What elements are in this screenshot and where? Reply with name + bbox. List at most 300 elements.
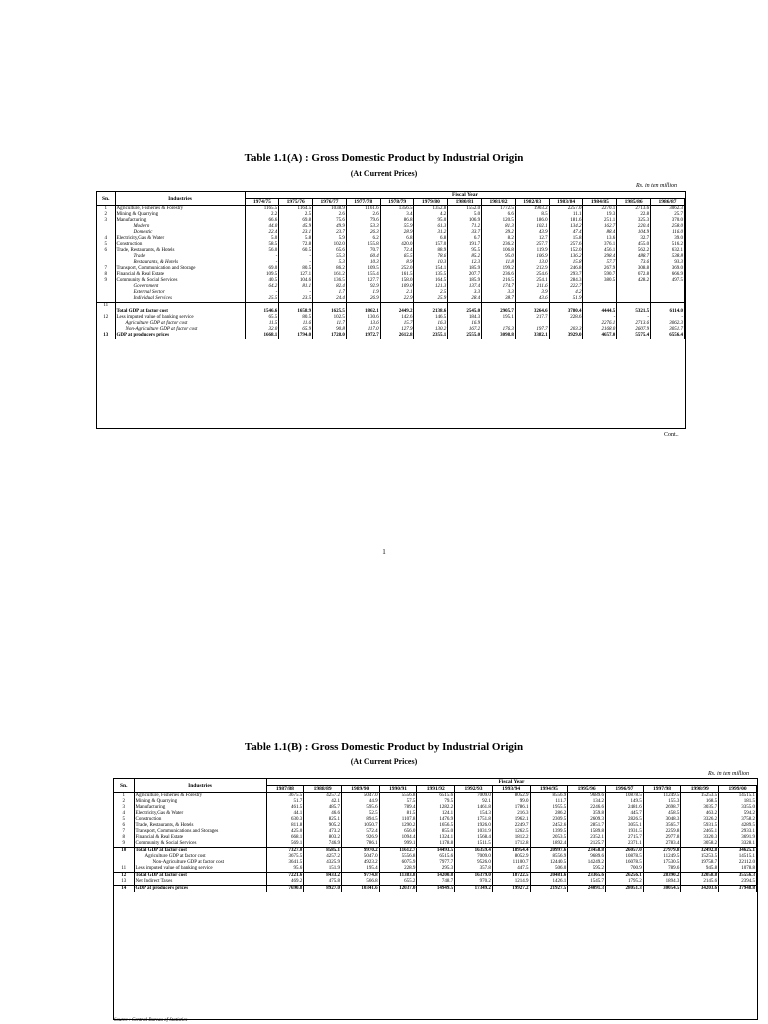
cell-value: 55.9 — [380, 224, 414, 230]
row-sn: 9 — [114, 841, 134, 847]
cell-value: 254.1 — [515, 278, 549, 284]
cell-value: 30054.5 — [643, 886, 681, 893]
cell-value: 16359.4 — [455, 848, 493, 854]
cell-value: 786.1 — [341, 841, 379, 847]
cell-value: 92.9 — [346, 284, 380, 290]
cell-value: 119.9 — [515, 248, 549, 254]
cell-value: 4.2 — [549, 290, 583, 296]
cell-value: 5.3 — [313, 260, 347, 266]
year-header: 1994/95 — [530, 786, 568, 793]
cell-value: 1568.4 — [455, 835, 493, 841]
cell-value: 3.9 — [515, 290, 549, 296]
cell-value: 258.0 — [651, 224, 685, 230]
row-sn: 6 — [97, 248, 115, 254]
cell-value: 109.0 — [380, 284, 414, 290]
cell-value: 425.0 — [266, 829, 304, 835]
cell-value: 7327.0 — [266, 848, 304, 854]
cell-value: 1511.5 — [455, 841, 493, 847]
cell-value: 455.0 — [617, 242, 651, 248]
cell-value: 19927.2 — [492, 886, 530, 893]
cell-value: 700.9 — [605, 866, 643, 872]
cell-value: 53.3 — [346, 224, 380, 230]
cell-value: 88.9 — [414, 248, 448, 254]
cell-value: 630.3 — [266, 817, 304, 823]
row-sn: 11 — [97, 303, 115, 310]
cell-value: 2713.6 — [617, 206, 651, 213]
row-sn: 8 — [97, 272, 115, 278]
cell-value: 73.6 — [617, 260, 651, 266]
cell-value: 4257.2 — [304, 854, 342, 860]
cell-value: 211.6 — [515, 284, 549, 290]
cell-value: 236.6 — [482, 272, 516, 278]
cell-value: 5.0 — [245, 236, 279, 242]
cell-value: 25.5 — [245, 296, 279, 302]
row-label: Manufacturing — [134, 805, 266, 811]
cell-value: 506.0 — [530, 866, 568, 872]
row-label: Transport, Communications and Storages — [134, 829, 266, 835]
cell-value: 216.3 — [492, 811, 530, 817]
cell-value: 23458.8 — [568, 848, 606, 854]
cell-value: 11249.5 — [643, 793, 681, 800]
cell-value: 199.2 — [482, 266, 516, 272]
cell-value: 11.7 — [313, 321, 347, 327]
cell-value: 10878.5 — [605, 854, 643, 860]
year-header: 1987/88 — [266, 786, 304, 793]
cell-value: 11.1 — [549, 212, 583, 218]
cell-value: 1955.5 — [530, 805, 568, 811]
cell-value: 43.9 — [515, 230, 549, 236]
cell-value: 463.2 — [681, 811, 719, 817]
cell-value: 10.3 — [414, 260, 448, 266]
cell-value: 1625.5 — [313, 309, 347, 315]
cell-value: 152.0 — [549, 248, 583, 254]
cell-value: 475.8 — [304, 879, 342, 885]
cell-value: 106.8 — [482, 248, 516, 254]
cell-value: 5931.5 — [681, 823, 719, 829]
cell-value: 251.1 — [583, 218, 617, 224]
cell-value: 2612.8 — [380, 333, 414, 339]
cell-value: - — [279, 260, 313, 266]
cell-value: 246.8 — [549, 266, 583, 272]
cell-value: 45.9 — [279, 224, 313, 230]
cell-value: 25.9 — [414, 296, 448, 302]
row-sn: 2 — [114, 799, 134, 805]
cell-value: 3326.2 — [681, 817, 719, 823]
table-b-fiscal-header: Fiscal Year — [498, 779, 525, 785]
row-sn: 12 — [97, 315, 115, 321]
cell-value: 855.0 — [417, 829, 455, 835]
cell-value: 668.1 — [266, 835, 304, 841]
cell-value: 497.5 — [651, 278, 685, 284]
cell-value: 3048.3 — [643, 817, 681, 823]
cell-value: 17349.2 — [455, 886, 493, 893]
cell-value: 445.7 — [605, 811, 643, 817]
year-header: 1997/98 — [643, 786, 681, 793]
cell-value: 13.0 — [515, 260, 549, 266]
table-a-subtitle: (At Current Prices) — [350, 169, 418, 178]
cell-value: 473.2 — [304, 829, 342, 835]
cell-value: 4.2 — [414, 212, 448, 218]
cell-value: 1161.6 — [346, 206, 380, 213]
cell-value: 999.1 — [379, 841, 417, 847]
cell-value: 2465.1 — [681, 829, 719, 835]
cell-value: 154.3 — [455, 811, 493, 817]
row-label: Less imputed value of banking service — [134, 866, 266, 872]
cell-value: 254.6 — [515, 272, 549, 278]
cell-value: 1031.9 — [455, 829, 493, 835]
cell-value: 88.4 — [583, 230, 617, 236]
cell-value: 8.5 — [515, 212, 549, 218]
cell-value: 1862.1 — [346, 309, 380, 315]
cell-value: 3691.9 — [719, 835, 757, 841]
cell-value: 60.4 — [346, 254, 380, 260]
cell-value: 1894.3 — [643, 879, 681, 885]
row-label: Mining & Quarrying — [115, 212, 245, 218]
cell-value: 95.0 — [414, 218, 448, 224]
cell-value: 926.9 — [341, 835, 379, 841]
cell-value: 2545.0 — [448, 309, 482, 315]
cell-value: 39.0 — [651, 236, 685, 242]
table-b-title: Table 1.1(B) : Gross Domestic Product by Industrial Origin — [244, 741, 524, 753]
cell-value: 420.0 — [380, 242, 414, 248]
row-label: GDP at producers prices — [134, 886, 266, 893]
cell-value: - — [245, 254, 279, 260]
cell-value: 3055.1 — [605, 823, 643, 829]
year-header: 1991/92 — [417, 786, 455, 793]
cell-value: 4289.5 — [719, 823, 757, 829]
cell-value: 75.6 — [313, 218, 347, 224]
cell-value: 7690.8 — [266, 886, 304, 893]
row-sn: 3 — [114, 805, 134, 811]
cell-value: 2607.9 — [617, 327, 651, 333]
table-a-industries-header: Industries — [115, 192, 245, 206]
cell-value: 26.3 — [346, 230, 380, 236]
cell-value: 945.8 — [681, 866, 719, 872]
cell-value: 162.7 — [583, 224, 617, 230]
cell-value: 6.6 — [482, 212, 516, 218]
cell-value: 1107.8 — [379, 817, 417, 823]
cell-value: 6114.0 — [651, 309, 685, 315]
cell-value: 164.5 — [414, 278, 448, 284]
cell-value: 11.5 — [245, 321, 279, 327]
cell-value: 7977.7 — [417, 860, 455, 866]
cell-value: 181.5 — [719, 799, 757, 805]
cell-value: 32058.8 — [681, 873, 719, 880]
cell-value: 47.4 — [549, 230, 583, 236]
cell-value: 134.2 — [568, 799, 606, 805]
cell-value: 39.2 — [482, 230, 516, 236]
year-header: 1986/87 — [651, 199, 685, 206]
cell-value: 95.0 — [482, 254, 516, 260]
cell-value: 6515.6 — [417, 854, 455, 860]
cell-value: 2452.6 — [530, 823, 568, 829]
table-b-subtitle: (At Current Prices) — [350, 757, 418, 766]
cell-value: 7009.0 — [455, 854, 493, 860]
table-b-sn-header: Sn. — [114, 779, 134, 793]
cell-value: 15.7 — [380, 321, 414, 327]
cell-value: 40.5 — [245, 278, 279, 284]
cell-value: 666.9 — [651, 272, 685, 278]
row-sn: 5 — [114, 817, 134, 823]
year-header: 1988/89 — [304, 786, 342, 793]
year-header: 1984/85 — [583, 199, 617, 206]
cell-value: 44.9 — [341, 799, 379, 805]
cell-value: 26.9 — [346, 296, 380, 302]
cell-value: 46.6 — [304, 811, 342, 817]
cell-value: 127.1 — [279, 272, 313, 278]
cell-value: 86.8 — [380, 218, 414, 224]
row-label: Transport, Communication and Storage — [115, 266, 245, 272]
cell-value: 3.4 — [380, 212, 414, 218]
cell-value: 488.7 — [617, 254, 651, 260]
row-label: Trade, Restaurants, & Hotels — [115, 248, 245, 254]
cell-value: 25.7 — [651, 212, 685, 218]
cell-value: 357.8 — [455, 866, 493, 872]
cell-value: 44.0 — [245, 224, 279, 230]
year-header: 1979/80 — [414, 199, 448, 206]
cell-value: - — [583, 315, 617, 321]
cell-value: 3035.7 — [681, 805, 719, 811]
table-b-units: Rs. in ten million — [708, 771, 749, 777]
cell-value: 116.0 — [651, 230, 685, 236]
cell-value: 461.5 — [266, 805, 304, 811]
row-label: Mining & Quarrying — [134, 799, 266, 805]
cell-value: 109.5 — [245, 272, 279, 278]
cell-value: 2449.2 — [380, 309, 414, 315]
row-sn: 1 — [97, 206, 115, 213]
cell-value: 72.4 — [380, 248, 414, 254]
cell-value: 3062.3 — [651, 321, 685, 327]
year-header: 1980/81 — [448, 199, 482, 206]
cell-value: 33.7 — [448, 230, 482, 236]
cell-value: 43.6 — [515, 296, 549, 302]
cell-value: 81.1 — [279, 284, 313, 290]
cell-value: 1.9 — [346, 290, 380, 296]
cell-value: 8433.2 — [304, 873, 342, 880]
cell-value: 3355.0 — [719, 805, 757, 811]
table-a-title: Table 1.1(A) : Gross Domestic Product by Industrial Origin — [244, 152, 524, 164]
row-label: Electricity,Gas & Water — [134, 811, 266, 817]
cell-value: 236.2 — [482, 242, 516, 248]
cell-value: 19758.7 — [681, 860, 719, 866]
cell-value: 151.9 — [304, 866, 342, 872]
cell-value: 15253.5 — [681, 793, 719, 800]
cell-value: 52.5 — [341, 811, 379, 817]
cell-value: 8585.1 — [304, 848, 342, 854]
cell-value: 566.8 — [341, 879, 379, 885]
cell-value: 186.0 — [515, 218, 549, 224]
cell-value: 207.7 — [448, 272, 482, 278]
cell-value: 1751.8 — [455, 817, 493, 823]
cell-value: 15253.5 — [681, 854, 719, 860]
cell-value: 2783.4 — [643, 841, 681, 847]
row-label: Domestic — [115, 230, 245, 236]
cell-value: 5.8 — [279, 236, 313, 242]
cell-value: 1164.5 — [279, 206, 313, 213]
cell-value: 22112.0 — [719, 860, 757, 866]
year-header: 1976/77 — [313, 199, 347, 206]
cell-value: 106.9 — [448, 218, 482, 224]
cell-value: 12440.5 — [530, 860, 568, 866]
cell-value: 2053.5 — [530, 835, 568, 841]
row-sn: 11 — [114, 866, 134, 872]
cell-value: 24091.3 — [568, 886, 606, 893]
cell-value: 2371.1 — [605, 841, 643, 847]
cell-value: 154.1 — [414, 266, 448, 272]
cell-value: 1178.8 — [417, 841, 455, 847]
cell-value: 21927.5 — [530, 886, 568, 893]
row-sn: 3 — [97, 218, 115, 224]
cell-value: 1282.2 — [417, 805, 455, 811]
cell-value: 3328.1 — [719, 841, 757, 847]
cell-value: 5.0 — [448, 212, 482, 218]
cell-value: 308.8 — [617, 266, 651, 272]
cell-value: 5556.8 — [379, 854, 417, 860]
cell-value: 14493.5 — [417, 848, 455, 854]
cell-value: 104.6 — [279, 278, 313, 284]
cell-value: 594.2 — [719, 811, 757, 817]
cell-value: 894.5 — [341, 817, 379, 823]
cell-value: 4325.9 — [304, 860, 342, 866]
row-label: Non-Agriculture GDP at factor cost — [115, 327, 245, 333]
row-sn: 12 — [114, 873, 134, 880]
cell-value: - — [279, 254, 313, 260]
cell-value: 22.9 — [380, 296, 414, 302]
cell-value: 85.2 — [448, 254, 482, 260]
row-label: Construction — [134, 817, 266, 823]
cell-value: 11100.7 — [492, 860, 530, 866]
cell-value: 1038.9 — [313, 206, 347, 213]
cell-value: 2.6 — [346, 212, 380, 218]
cell-value: 3382.1 — [515, 333, 549, 339]
cell-value: 9526.0 — [455, 860, 493, 866]
cell-value: 3758.2 — [719, 817, 757, 823]
cell-value: 72.8 — [279, 242, 313, 248]
cell-value: 293.7 — [549, 272, 583, 278]
cell-value: 78.6 — [414, 254, 448, 260]
cell-value: 2698.7 — [643, 805, 681, 811]
cell-value: 176.3 — [482, 327, 516, 333]
cell-value: 222.7 — [549, 284, 583, 290]
cell-value: 99.0 — [492, 799, 530, 805]
row-label: Electricity,Gas & Water — [115, 236, 245, 242]
cell-value: 2259.8 — [643, 829, 681, 835]
cell-value: 185.9 — [448, 266, 482, 272]
cell-value: 20481.6 — [530, 873, 568, 880]
cell-value: 23.1 — [279, 230, 313, 236]
cell-value: 24.4 — [313, 296, 347, 302]
cell-value: 42.1 — [304, 799, 342, 805]
cell-value: 516.2 — [651, 242, 685, 248]
cell-value: 2555.0 — [448, 333, 482, 339]
cell-value: 161.5 — [380, 272, 414, 278]
cell-value: 228.6 — [549, 315, 583, 321]
cell-value: 1290.2 — [379, 823, 417, 829]
cell-value: 3780.4 — [549, 309, 583, 315]
cell-value: 1931.5 — [605, 829, 643, 835]
cell-value: 121.3 — [414, 284, 448, 290]
row-label: Community & Social Services — [134, 841, 266, 847]
cell-value: 1794.0 — [279, 333, 313, 339]
year-header: 1993/94 — [492, 786, 530, 793]
cell-value: 155.3 — [643, 799, 681, 805]
cell-value: 8052.9 — [492, 854, 530, 860]
cell-value: 80.5 — [279, 315, 313, 321]
cell-value: 3675.5 — [266, 854, 304, 860]
cell-value: 14200.8 — [417, 873, 455, 880]
cell-value: 2826.5 — [605, 817, 643, 823]
cell-value: 447.5 — [492, 866, 530, 872]
cell-value: 2309.5 — [530, 817, 568, 823]
cell-value: 2125.7 — [568, 841, 606, 847]
row-sn: 4 — [97, 236, 115, 242]
cell-value: - — [245, 260, 279, 266]
cell-value: 130.6 — [346, 315, 380, 321]
cell-value: 93.3 — [651, 260, 685, 266]
cell-value: 61.3 — [414, 224, 448, 230]
row-sn: 5 — [97, 242, 115, 248]
cell-value: 9774.8 — [341, 873, 379, 880]
row-label: Community & Social Services — [115, 278, 245, 284]
row-sn: 4 — [114, 811, 134, 817]
year-header: 1990/91 — [379, 786, 417, 793]
table-row — [97, 333, 685, 339]
row-label: Modern — [115, 224, 245, 230]
cell-value: 71.2 — [448, 224, 482, 230]
cell-value: 12037.0 — [379, 886, 417, 893]
row-label: Agriculture, Fisheries & Forestry — [115, 206, 245, 213]
cell-value: 28051.3 — [605, 886, 643, 893]
row-label: Agriculture, Fisheries & Forestry — [134, 793, 266, 800]
cell-value: 428.2 — [617, 278, 651, 284]
cell-value: 1262.5 — [492, 829, 530, 835]
cell-value: 228.9 — [379, 866, 417, 872]
cell-value: 595.2 — [568, 866, 606, 872]
cell-value: 92.1 — [455, 799, 493, 805]
cell-value: 23.5 — [279, 296, 313, 302]
cell-value: 2168.0 — [583, 327, 617, 333]
cell-value: 158.0 — [380, 278, 414, 284]
cell-value: 142.6 — [380, 315, 414, 321]
row-label: Manufacturing — [115, 218, 245, 224]
cell-value: 26057.0 — [605, 848, 643, 854]
cell-value: 970.2 — [455, 879, 493, 885]
cell-value: 811.8 — [266, 823, 304, 829]
cell-value: 1352.8 — [414, 206, 448, 213]
row-label: Government — [115, 284, 245, 290]
cell-value: 11249.5 — [643, 854, 681, 860]
cell-value: 1812.2 — [492, 835, 530, 841]
row-label: GDP at producers prices — [115, 333, 245, 339]
cell-value: 2905.7 — [482, 309, 516, 315]
cell-value: 1712.8 — [492, 841, 530, 847]
cell-value: 16.9 — [448, 321, 482, 327]
cell-value: 1546.6 — [245, 309, 279, 315]
cell-value: 1552.0 — [448, 206, 482, 213]
cell-value: 57.5 — [379, 799, 417, 805]
cell-value: 380.5 — [583, 278, 617, 284]
cell-value: 70.7 — [346, 248, 380, 254]
cell-value: 22.4 — [245, 230, 279, 236]
row-label: Total GDP at factor cost — [134, 873, 266, 880]
cell-value: 1094.4 — [379, 835, 417, 841]
cell-value: 135.5 — [414, 272, 448, 278]
cell-value: 15.8 — [549, 236, 583, 242]
cell-value: 5047.0 — [341, 793, 379, 800]
row-label: Non-Agriculture GDP at factor cost — [134, 860, 266, 866]
cell-value: 295.3 — [417, 866, 455, 872]
year-header: 1983/84 — [549, 199, 583, 206]
